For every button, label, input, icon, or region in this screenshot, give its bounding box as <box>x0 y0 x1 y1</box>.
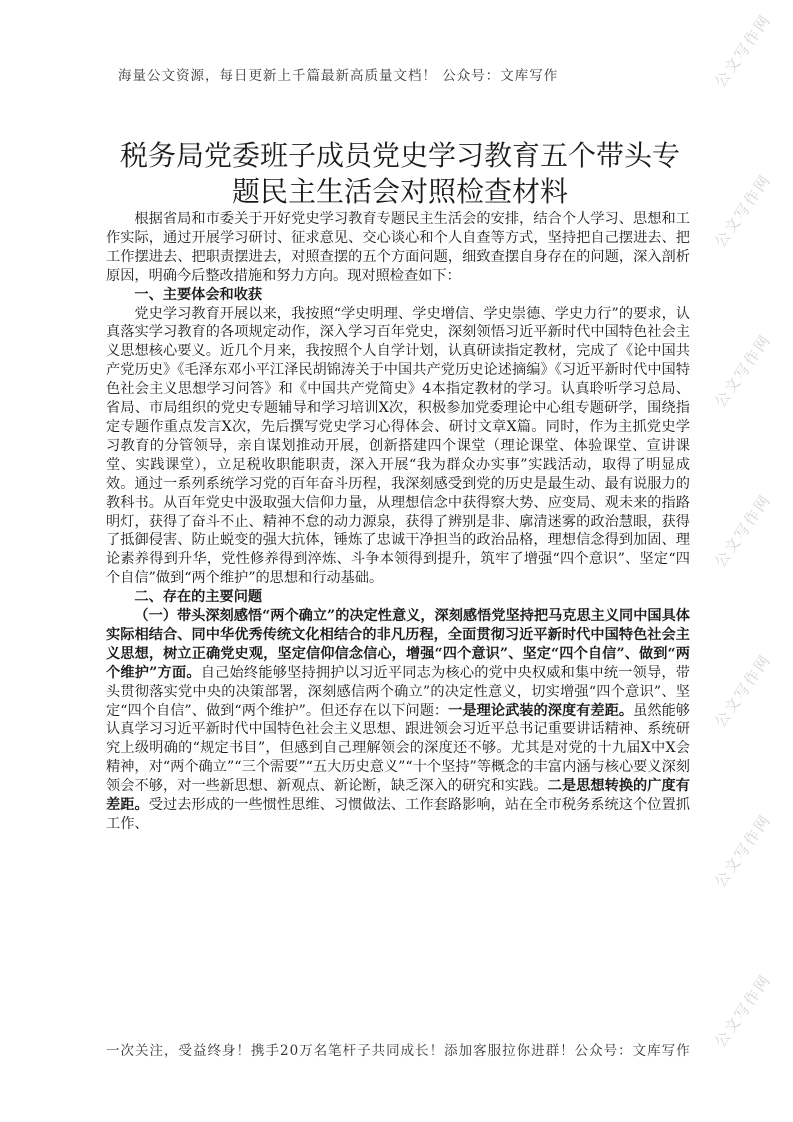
document-title <box>100 138 700 210</box>
item-1-text-b: 虽然能够认真学习习近平新时代中国特色社会主义思想、跟进领会习近平总书记重要讲话精神、系统研究上级明确的“规定书目”，但感到自己理解领会的深度还不够。尤其是对党的十九届X中X会精神，对“两个确立”“三个需要”“五大历史意义”“十个坚持”等概念的丰富内涵与核心要义深刻领会不够，对一些新思想、新观点、新论断，缺乏深入的研究和实践。 <box>106 702 690 795</box>
section-2-heading: 二、存在的主要问题 <box>134 589 263 606</box>
item-1-point-1: 一是理论武装的深度有差距。 <box>448 702 634 719</box>
watermark: 公文写作网 <box>711 330 775 411</box>
header-promo: 海量公文资源，每日更新上千篇最新高质量文档！ 公众号：文库写作 <box>118 68 559 84</box>
footer-promo: 一次关注，受益终身！携手20万名笔杆子共同成长！添加客服拉你进群！公众号：文库写作 <box>106 1043 691 1059</box>
section-1-paragraph: 党史学习教育开展以来，我按照“学史明理、学史增信、学史崇德、学史力行”的要求，认真落实学习教育的各项规定动作，深入学习百年党史，深刻领悟习近平新时代中国特色社会主义思想核心要义。近几个月来，我按照个人自学计划，认真研读指定教材，完成了《论中国共产党历史》《毛泽东邓小平江泽民胡锦涛关于中国共产党历史论述摘编》《习近平新时代中国特色社会主义思想学习问答》和《中国共产党简史》4本指定教材的学习。认真聆听学习总局、省局、市局组织的党史专题辅导和学习培训X次，积极参加党委理论中心组专题研学，围绕指定专题作重点发言X次，先后撰写党史学习心得体会、研讨文章X篇。同时，作为主抓党史学习教育的分管领导，亲自谋划推动开展，创新搭建四个课堂（理论课堂、体验课堂、宣讲课堂、实践课堂），立足税收职能职责，深入开展“我为群众办实事”实践活动，取得了明显成效。通过一系列系统学习党的百年奋斗历程，我深刻感受到党的历史是最生动、最有说服力的教科书。从百年党史中汲取强大信仰力量，从理想信念中获得察大势、应变局、观未来的指路明灯，获得了奋斗不止、精神不怠的动力源泉，获得了辨别是非、廓清迷雾的政治慧眼，获得了抵御侵害、防止蜕变的强大抗体，锤炼了忠诚干净担当的政治品格，理想信念得到加固、理论素养得到升华，党性修养得到淬炼、斗争本领得到提升，筑牢了增强“四个意识”、坚定“四个自信”做到“两个维护”的思想和行动基础。 <box>106 305 690 587</box>
watermark: 公文写作网 <box>711 650 775 731</box>
item-1-point-2: 二是思想转换的广度有差距。 <box>106 778 690 814</box>
item-1-text-a: 自己始终能够坚持拥护以习近平同志为核心的党中央权威和集中统一领导，带头贯彻落实党中央的决策部署，深刻感信两个确立”的决定性意义，切实增强“四个意识”、坚定“四个自信”、做到“两个维护”。但还存在以下问题： <box>106 664 690 719</box>
watermark: 公文写作网 <box>711 170 775 251</box>
watermark: 公文写作网 <box>711 10 775 91</box>
item-1-paragraph <box>106 607 690 834</box>
document-body <box>106 210 690 834</box>
title-line-1: 税务局党委班子成员党史学习教育五个带头专 <box>119 139 680 172</box>
item-1-heading: （一）带头深刻感悟“两个确立”的决定性意义，深刻感悟党坚持把马克思主义同中国具体实际相结合、同中华优秀传统文化相结合的非凡历程，全面贯彻习近平新时代中国特色社会主义思想，树立正确党史观，坚定信仰信念信心，增强“四个意识”、坚定“四个自信”、做到“两个维护”方面。 <box>106 608 690 681</box>
watermark: 公文写作网 <box>711 810 775 891</box>
watermark: 公文写作网 <box>711 490 775 571</box>
title-line-2: 题民主生活会对照检查材料 <box>231 175 568 208</box>
watermark: 公文写作网 <box>711 970 775 1051</box>
intro-paragraph: 根据省局和市委关于开好党史学习教育专题民主生活会的安排，结合个人学习、思想和工作实际，通过开展学习研讨、征求意见、交心谈心和个人自查等方式，坚持把自己摆进去、把工作摆进去、把职责摆进去，对照查摆的五个方面问题，细致查摆自身存在的问题，深入剖析原因，明确今后整改措施和努力方向。现对照检查如下： <box>106 211 690 284</box>
item-1-text-c: 受过去形成的一些惯性思维、习惯做法、工作套路影响，站在全市税务系统这个位置抓工作、 <box>106 797 690 832</box>
section-1-heading: 一、主要体会和收获 <box>134 286 263 303</box>
